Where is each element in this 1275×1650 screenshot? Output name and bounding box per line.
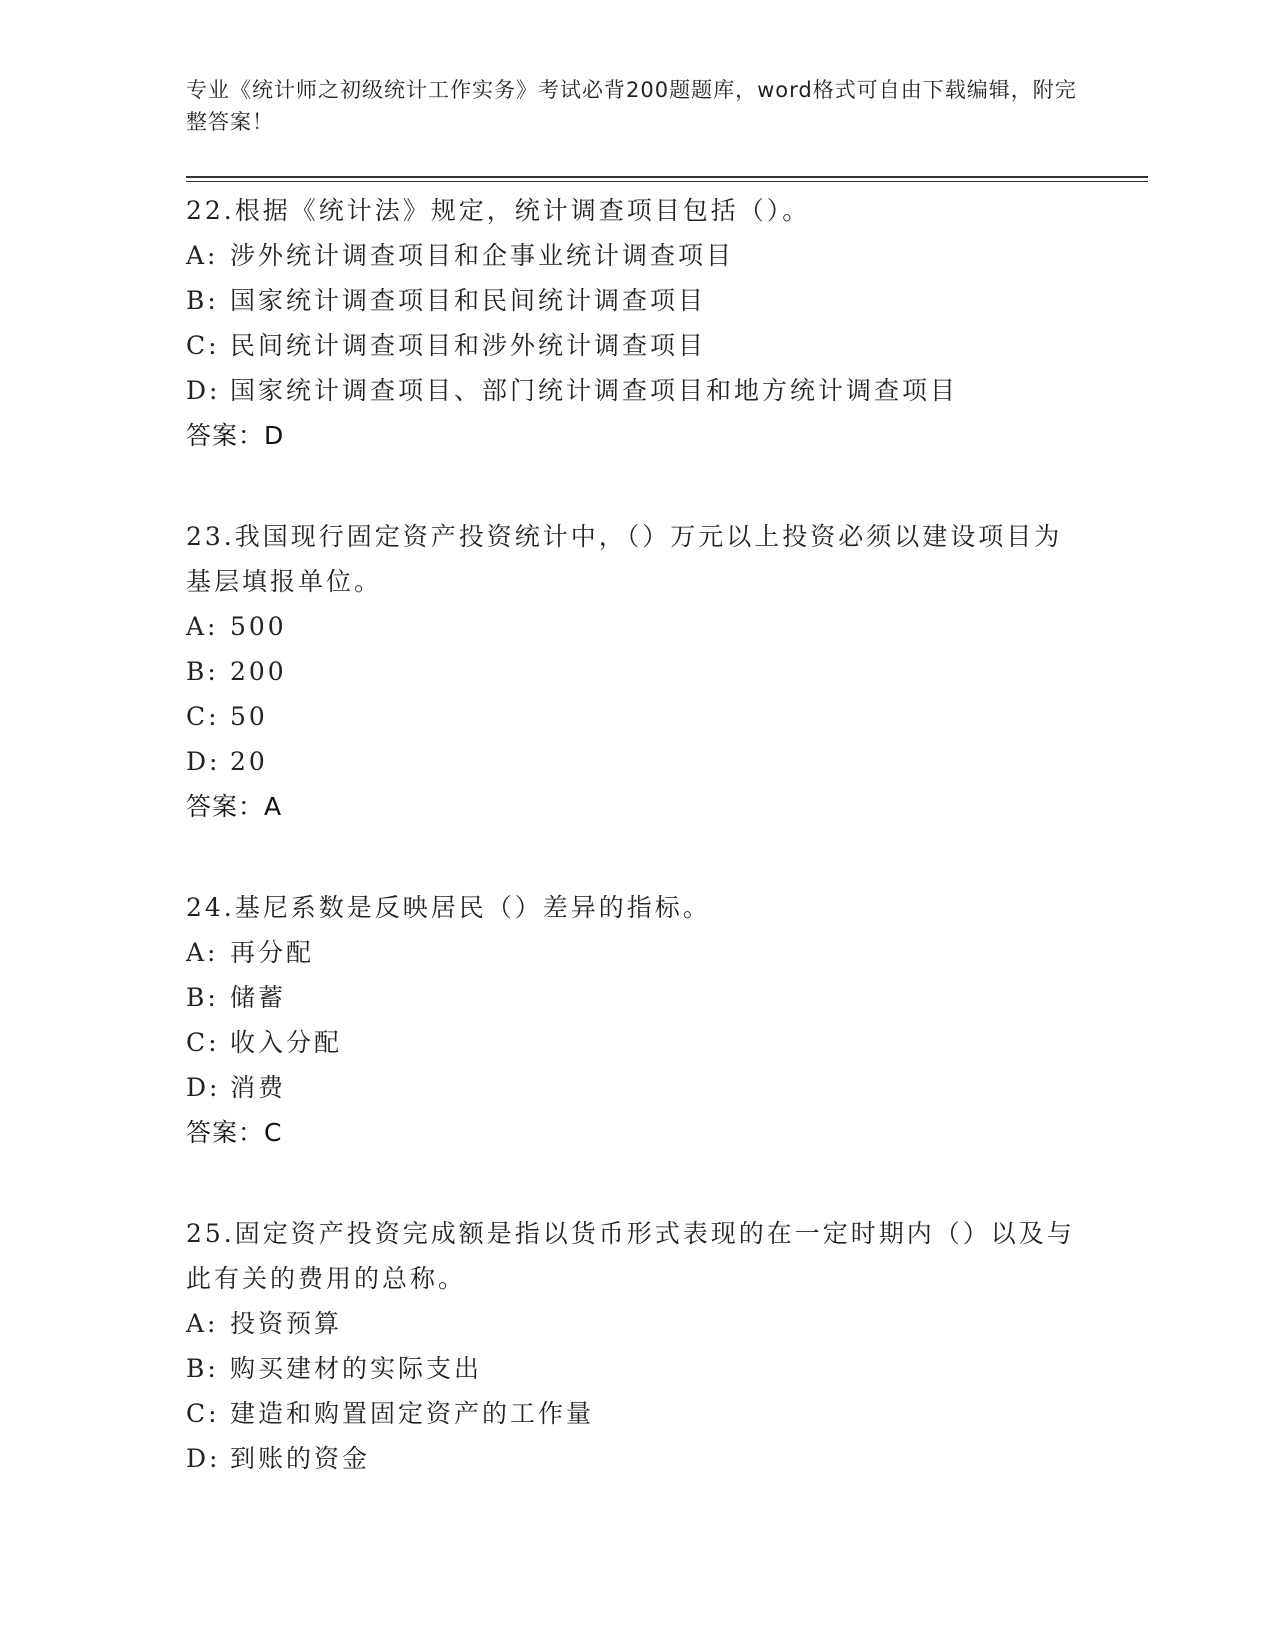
option-key: B: bbox=[186, 1354, 219, 1383]
option-key: C: bbox=[186, 1399, 220, 1428]
option-key: D: bbox=[186, 747, 221, 776]
question-stem: 22.根据《统计法》规定，统计调查项目包括（）。 bbox=[186, 196, 811, 225]
option-c bbox=[186, 1020, 1086, 1065]
option-c bbox=[186, 323, 1086, 368]
option-key: A: bbox=[186, 1309, 219, 1338]
answer-value: A bbox=[264, 792, 283, 821]
option-c bbox=[186, 694, 1086, 739]
option-key: D: bbox=[186, 1444, 221, 1473]
answer-line bbox=[186, 413, 1086, 458]
option-key: B: bbox=[186, 657, 219, 686]
option-text: 民间统计调查项目和涉外统计调查项目 bbox=[230, 331, 707, 360]
option-key: A: bbox=[186, 612, 219, 641]
option-text: 建造和购置固定资产的工作量 bbox=[230, 1399, 595, 1428]
option-b bbox=[186, 278, 1086, 323]
option-key: B: bbox=[186, 983, 219, 1012]
question-24 bbox=[186, 885, 1086, 1155]
answer-label: 答案： bbox=[186, 792, 265, 821]
option-b bbox=[186, 975, 1086, 1020]
option-d bbox=[186, 739, 1086, 784]
option-text: 储蓄 bbox=[230, 983, 287, 1012]
header-divider-thin bbox=[186, 181, 1148, 182]
question-25 bbox=[186, 1211, 1086, 1481]
option-d bbox=[186, 1436, 1086, 1481]
answer-value: D bbox=[264, 421, 285, 450]
option-key: B: bbox=[186, 286, 219, 315]
answer-line bbox=[186, 1110, 1086, 1155]
option-text: 500 bbox=[230, 612, 287, 641]
document-header: 专业《统计师之初级统计工作实务》考试必背200题题库，word格式可自由下载编辑，附完整答案！ bbox=[186, 78, 1077, 134]
option-key: C: bbox=[186, 331, 220, 360]
option-text: 再分配 bbox=[230, 938, 315, 967]
option-text: 消费 bbox=[230, 1073, 287, 1102]
option-b bbox=[186, 649, 1086, 694]
question-stem: 23.我国现行固定资产投资统计中，（）万元以上投资必须以建设项目为基层填报单位。 bbox=[186, 522, 1063, 596]
question-22 bbox=[186, 188, 1086, 458]
option-text: 国家统计调查项目和民间统计调查项目 bbox=[230, 286, 707, 315]
option-key: D: bbox=[186, 1073, 221, 1102]
question-stem: 25.固定资产投资完成额是指以货币形式表现的在一定时期内（）以及与此有关的费用的总称。 bbox=[186, 1219, 1075, 1293]
option-text: 20 bbox=[230, 747, 268, 776]
option-text: 收入分配 bbox=[230, 1028, 343, 1057]
option-key: C: bbox=[186, 702, 220, 731]
question-list bbox=[186, 188, 1086, 1537]
option-text: 50 bbox=[230, 702, 268, 731]
option-text: 国家统计调查项目、部门统计调查项目和地方统计调查项目 bbox=[230, 376, 959, 405]
option-key: A: bbox=[186, 241, 219, 270]
option-text: 200 bbox=[230, 657, 287, 686]
answer-label: 答案： bbox=[186, 1118, 265, 1147]
option-a bbox=[186, 930, 1086, 975]
option-a bbox=[186, 233, 1086, 278]
option-a bbox=[186, 1301, 1086, 1346]
question-23 bbox=[186, 514, 1086, 829]
option-text: 到账的资金 bbox=[230, 1444, 371, 1473]
option-a bbox=[186, 604, 1086, 649]
option-key: A: bbox=[186, 938, 219, 967]
option-d bbox=[186, 1065, 1086, 1110]
option-c bbox=[186, 1391, 1086, 1436]
option-text: 购买建材的实际支出 bbox=[230, 1354, 483, 1383]
option-key: D: bbox=[186, 376, 221, 405]
option-text: 涉外统计调查项目和企事业统计调查项目 bbox=[230, 241, 735, 270]
question-stem: 24.基尼系数是反映居民（）差异的指标。 bbox=[186, 893, 711, 922]
option-d bbox=[186, 368, 1086, 413]
option-b bbox=[186, 1346, 1086, 1391]
header-divider-thick bbox=[186, 176, 1148, 178]
answer-line bbox=[186, 784, 1086, 829]
option-key: C: bbox=[186, 1028, 220, 1057]
option-text: 投资预算 bbox=[230, 1309, 343, 1338]
answer-label: 答案： bbox=[186, 421, 265, 450]
answer-value: C bbox=[264, 1118, 283, 1147]
